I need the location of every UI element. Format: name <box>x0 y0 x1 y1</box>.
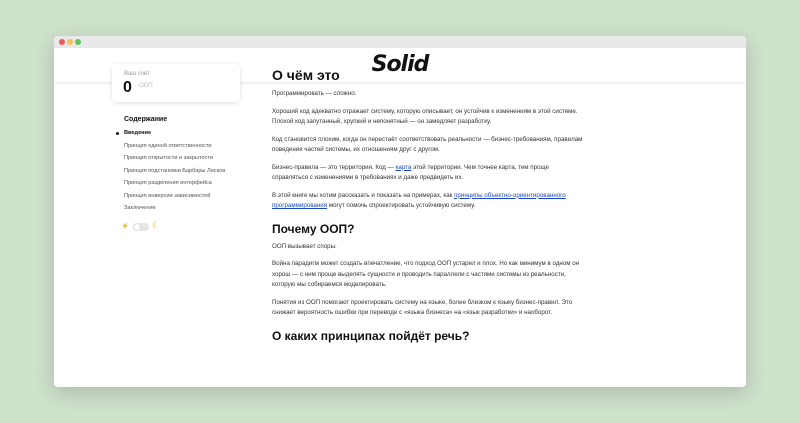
article <box>272 64 584 386</box>
paragraph: Программировать — сложно. <box>272 90 357 97</box>
toc-item-open-closed[interactable]: Принцип открытости и закрытости <box>124 155 214 161</box>
score-value: 0 <box>123 79 132 96</box>
toc-item-interface-segregation[interactable]: Принцип разделения интерфейса <box>124 180 212 186</box>
paragraph: ООП вызывает споры. <box>272 242 337 250</box>
paragraph-text: В этой книге мы хотим рассказать и показать на примерах, как <box>272 191 455 199</box>
score-card <box>112 64 240 102</box>
score-unit: ООП <box>139 83 153 89</box>
section-heading-about: О чём это <box>272 67 340 83</box>
theme-toggle[interactable] <box>133 223 149 231</box>
toc-item-conclusion[interactable]: Заключение <box>124 205 156 211</box>
minimize-window-button[interactable] <box>67 39 73 45</box>
paragraph-text: этой территории. Чем точнее карта, тем проще справляться с изменениями в требованиях и даже предвидеть их. <box>272 163 549 181</box>
close-window-button[interactable] <box>59 39 65 45</box>
toc-item-introduction[interactable]: Введение <box>112 127 244 140</box>
paragraph: Понятия из ООП помогают проектировать систему на языке, более близком к языку бизнес-правил. Это снижает вероятность ошибки при переводе с «языка бизнеса» на «язык разработки» и наоборот. <box>272 298 573 316</box>
paragraph: Война парадигм может создать впечатление, что подход ООП устарел и плох. Но как минимум в одном он хорош — с ним проще выделять сущности и проводить параллели с частями системы из реальности, которую мы собираемся моделировать. <box>272 260 580 288</box>
toggle-knob <box>134 224 140 230</box>
paragraph <box>272 191 584 212</box>
section-heading-why-oop: Почему ООП? <box>272 221 355 236</box>
site-logo[interactable]: Solid <box>371 52 429 77</box>
toc-item-single-responsibility[interactable]: Принцип единой ответственности <box>124 142 212 149</box>
paragraph: Хороший код адекватно отражает систему, которую описывает, он устойчив к изменениям в этой системе. Плохой код запутанный, хрупкий и непонятный — он замедляет разработку. <box>272 107 578 125</box>
paragraph: Код становится плохим, когда он перестаёт соответствовать реальности — бизнес-требованиям, правилам поведения частей системы, их отношениям друг с другом. <box>272 135 583 153</box>
moon-icon: ☾ <box>152 219 161 230</box>
score-label: Ваш счёт <box>124 71 150 77</box>
sidebar <box>112 64 244 233</box>
oop-principles-link[interactable]: принципы объектно-ориентированного программирования <box>272 191 566 209</box>
window-titlebar <box>54 36 746 48</box>
paragraph-text: могут помочь спроектировать устойчивую систему. <box>327 202 476 209</box>
theme-switcher <box>121 221 244 233</box>
section-heading-principles: О каких принципах пойдёт речь? <box>272 328 470 343</box>
toc-item-dependency-inversion[interactable]: Принцип инверсии зависимостей <box>124 192 211 199</box>
toc-item-liskov-substitution[interactable]: Принцип подстановки Барбары Лисков <box>124 167 226 174</box>
paragraph <box>272 163 584 184</box>
table-of-contents <box>112 127 244 215</box>
toc-title: Содержание <box>124 116 168 123</box>
paragraph-text: Бизнес-правила — это территория. Код — <box>272 163 396 171</box>
maximize-window-button[interactable] <box>75 39 81 45</box>
map-link[interactable]: карта <box>395 163 412 171</box>
sun-icon: ☀ <box>121 220 130 231</box>
